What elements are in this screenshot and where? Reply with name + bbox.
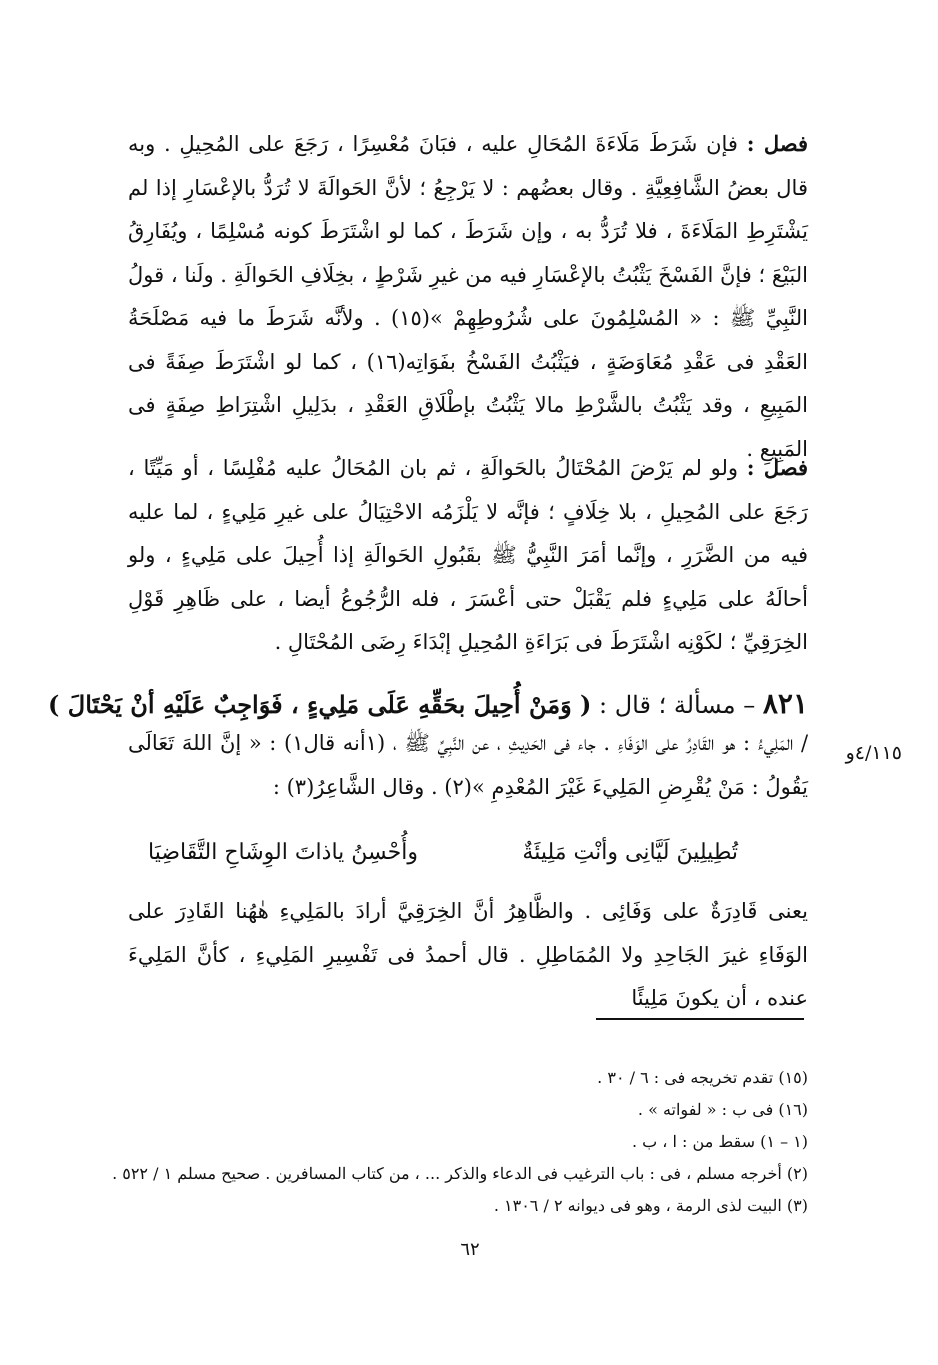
section-heading-fasl: فصل : (746, 455, 808, 480)
paragraph-text: فإن شَرَطَ مَلَاءَةَ المُحَالِ عليه ، فبَانَ مُعْسِرًا ، رَجَعَ على المُحِيلِ . وبه قال بعضُ الشَّافِعِيَّةِ . وقال بعضُهم : لا يَرْجِعُ ؛ لأنَّ الحَوالَةَ لا تُرَدُّ بالإعْسَارِ إذا لم يَشْتَرِطِ المَلَاءَةَ ، فلا تُرَدُّ به ، وإن شَرَطَ ، كما لو اشْتَرَطَ كونه مُسْلِمًا ، ويُفَارِقُ البَيْعَ ؛ فإنَّ الفَسْخَ يَثْبُتُ بالإعْسَارِ فيه من غيرِ شَرْطٍ ، بخِلَافِ الحَوالَةِ . ولَنا ، قولُ النَّبِيِّ ﷺ : « المُسْلِمُونَ على شُرُوطِهِمْ »(١٥) . ولأنَّه شَرَطَ ما فيه مَصْلَحَةُ العَقْدِ فى عَقْدِ مُعَاوَضَةٍ ، فيَثْبُتُ الفَسْخُ بفَوَاتِه(١٦) ، كما لو اشْتَرَطَ صِفَةً فى المَبِيعِ ، وقد يَثْبُتُ بالشَّرْطِ مالا يَثْبُتُ بإطْلَاقِ العَقْدِ ، بدَلِيلِ اشْتِرَاطِ صِفَةٍ فى المَبِيعِ . (128, 132, 808, 461)
paragraph-malee-definition: / المَلِيءُ : هو القَادِرُ على الوَفَاءِ . جاء فى الحَدِيثِ ، عن النَّبِيِّ ﷺ ، (١أنه قال١) : « إنَّ اللهَ تَعَالَى يَقُولُ : مَنْ يُقْرِضِ المَلِيءَ غَيْرَ المُعْدِمِ »(٢) . وقال الشَّاعِرُ(٣) : (128, 731, 809, 799)
footnote-separator (596, 1018, 804, 1020)
masala-label: – مسألة ؛ قال : (599, 691, 756, 719)
paragraph-fasl-1 (128, 122, 808, 471)
paragraph-fasl-2 (128, 446, 808, 665)
footnote-item: (١٥) تقدم تخريجه فى : ٦ / ٣٠ . (597, 1068, 808, 1087)
footnote-item: (٣) البيت لذى الرمة ، وهو فى ديوانه ٢ / ١٣٠٦ . (493, 1196, 808, 1215)
masala-number: ٨٢١ (762, 687, 808, 720)
footnotes-list (112, 1062, 808, 1222)
masala-quote: ( وَمَنْ أُحِيلَ بحَقِّهِ عَلَى مَلِيءٍ ، فَوَاجِبٌ عَلَيْهِ أنْ يَحْتَالَ ) (48, 690, 592, 719)
paragraph-explanation: يعنى قَادِرَةٌ على وَفَائِى . والظَّاهِرُ أنَّ الخِرَقِيَّ أرادَ بالمَلِيءِ هٰهُنا القَادِرَ على الوَفَاءِ غيرَ الجَاحِدِ ولا المُمَاطِلِ . قال أحمدُ فى تَفْسِيرِ المَلِيءِ ، كأنَّ المَلِيءَ عنده ، أن يكونَ مَلِيئًا (128, 899, 808, 1010)
verse-hemistich-first: تُطِيلِينَ لَيَّانِى وأنْتِ مَلِيئَةٌ (522, 840, 738, 865)
masala-heading (48, 684, 808, 725)
page-number: ٦٢ (460, 1239, 480, 1260)
poetry-verse (128, 831, 808, 874)
section-heading-fasl: فصل : (746, 131, 808, 156)
footnote-item: (١ – ١) سقط من : ا ، ب . (631, 1132, 808, 1151)
footnote-item: (٢) أخرجه مسلم ، فى : باب الترغيب فى الدعاء والذكر ... ، من كتاب المسافرين . صحيح مسلم ١ / ٥٢٢ . (112, 1164, 808, 1183)
footnote-item: (١٦) فى ب : « لفواته » . (637, 1100, 808, 1119)
paragraph-text: ولو لم يَرْضَ المُحْتَالُ بالحَوالَةِ ، ثم بان المُحَالُ عليه مُفْلِسًا ، أو مَيِّتًا ، رَجَعَ على المُحِيلِ ، بلا خِلَافٍ ؛ فإنَّه لا يَلْزَمُه الاحْتِيَالُ على غيرِ مَلِيءٍ ، لما عليه فيه من الضَّرَرِ ، وإنَّما أمَرَ النَّبِيُّ ﷺ بقَبُولِ الحَوالَةِ إذا أُحِيلَ على مَلِيءٍ ، ولو أحالَهُ على مَلِيءٍ فلم يَقْبَلْ حتى أعْسَرَ ، فله الرُّجُوعُ أيضا ، على ظَاهِرِ قَوْلِ الخِرَقِيِّ ؛ لكَوْنِه اشْتَرَطَ فى بَرَاءَةِ المُحِيلِ إبْدَاءَ رِضَى المُحْتَالِ . (128, 456, 808, 654)
verse-hemistich-second: وأُحْسِنُ ياذاتَ الوِشَاحِ التَّقَاضِيَا (148, 840, 418, 865)
manuscript-folio-marker: ٤/١١٥و (845, 742, 902, 764)
